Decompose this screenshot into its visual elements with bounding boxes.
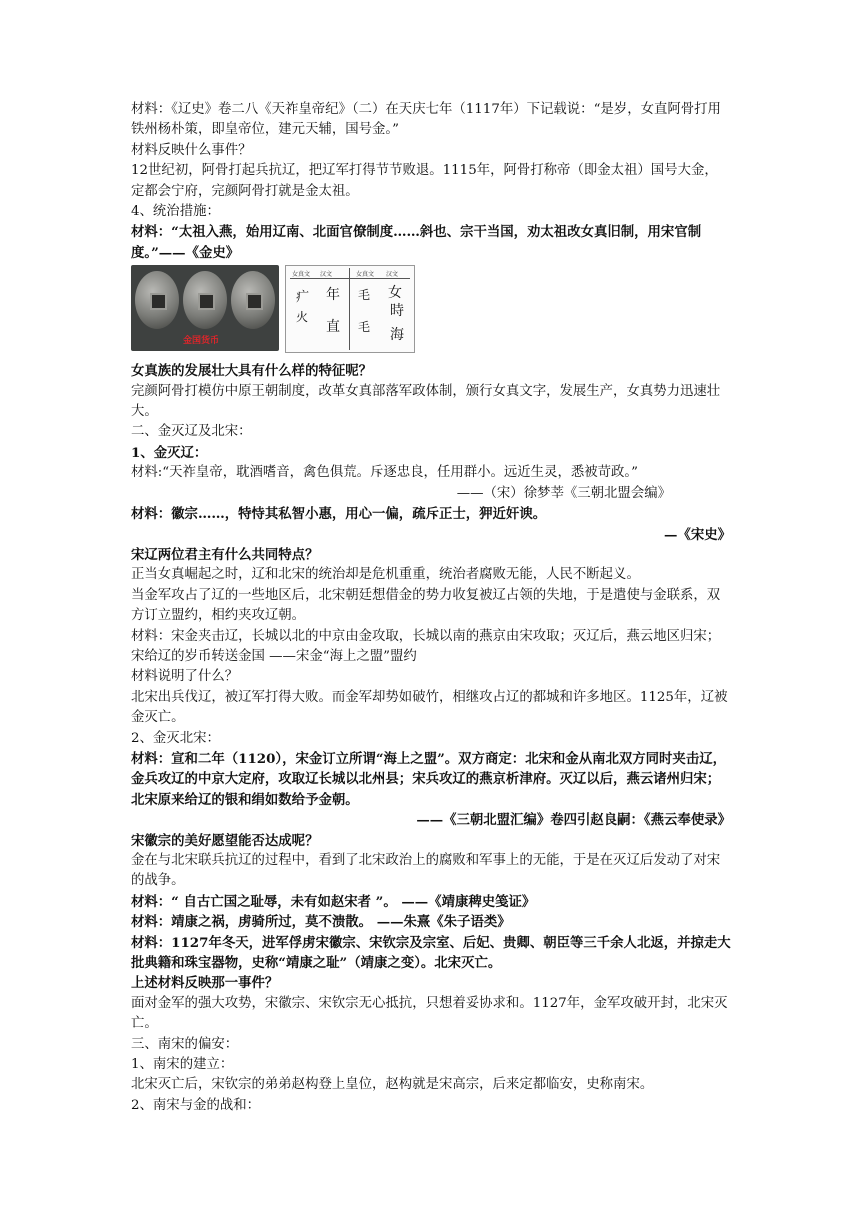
paragraph: 材料反映什么事件？: [131, 142, 252, 158]
script-glyph: 直: [326, 319, 340, 336]
paragraph: 宋徽宗的美好愿望能否达成呢？: [131, 832, 319, 849]
script-header: 女真文: [356, 271, 375, 279]
coin-icon: [135, 271, 179, 329]
paragraph: 材料:“天祚皇帝，耽酒嗜音，禽色俱荒。斥逐忠良，任用群小。远近生灵，悉被苛政。”: [131, 465, 638, 481]
script-glyph: 年: [326, 287, 340, 304]
paragraph: ——（宋）徐梦莘《三朝北盟会编》: [456, 485, 671, 501]
script-header: 汉文: [386, 271, 399, 279]
paragraph: 材料：宋金夹击辽，长城以北的中京由金攻取，长城以南的燕京由宋攻取；灭辽后，燕云地区归宋；宋给辽的岁币转送金国 ——宋金“海上之盟”盟约: [131, 628, 721, 664]
paragraph: 完颜阿骨打模仿中原王朝制度，改革女真部落军政体制，颁行女真文字，发展生产，女真势力迅速壮大。: [131, 383, 721, 420]
paragraph: 金在与北宋联兵抗辽的过程中，看到了北宋政治上的腐败和军事上的无能，于是在灭辽后发动了对宋的战争。: [131, 853, 721, 889]
script-glyph: 海: [390, 327, 404, 344]
jurchen-glyph-icon: ⽑: [358, 288, 371, 303]
paragraph: 材料：1127年冬天，进军俘虏宋徽宗、宋钦宗及宗室、后妃、贵卿、朝臣等三千余人北返，并掠走大批典籍和珠宝器物，史称“靖康之耻”（靖康之变）。北宋灭亡。: [131, 934, 731, 972]
paragraph: —《宋史》: [664, 526, 731, 543]
paragraph: ——《三朝北盟汇编》卷四引赵良嗣：《燕云奉使录》: [416, 812, 731, 829]
coin-icon: [231, 271, 275, 329]
paragraph: 材料：靖康之祸，虏骑所过，莫不溃散。 ——朱熹《朱子语类》: [131, 914, 511, 931]
paragraph: 1、金灭辽：: [131, 444, 208, 461]
text-block-top: [131, 100, 731, 263]
paragraph: 宋辽两位君主有什么共同特点？: [131, 546, 319, 563]
paragraph: 女真族的发展壮大具有什么样的特征呢？: [131, 363, 373, 380]
jurchen-glyph-icon: ⽧: [296, 290, 310, 306]
script-glyph: 時: [390, 303, 404, 320]
paragraph: 4、统治措施：: [131, 204, 220, 220]
paragraph: 上述材料反映那一事件？: [131, 975, 279, 992]
paragraph: 2、南宋与金的战和：: [131, 1097, 261, 1113]
paragraph: 材料：徽宗……，特恃其私智小惠，用心一偏，疏斥正士，狎近奸谀。: [131, 506, 547, 523]
coin-image: [131, 265, 279, 351]
text-block-main: [131, 361, 731, 1116]
paragraph: 二、金灭辽及北宋：: [131, 424, 252, 440]
paragraph: 三、南宋的偏安：: [131, 1036, 239, 1052]
paragraph: 材料：“ 自古亡国之耻辱，未有如赵宋者 ”。 ——《靖康稗史笺证》: [131, 893, 536, 910]
coin-caption: 金国货币: [183, 336, 220, 347]
jurchen-glyph-icon: ⽕: [296, 310, 309, 325]
paragraph: 材料说明了什么？: [131, 669, 239, 685]
script-header: 汉文: [320, 271, 333, 279]
coin-icon: [183, 271, 227, 329]
paragraph: 面对金军的强大攻势，宋徽宗、宋钦宗无心抵抗，只想着妥协求和。1127年，金军攻破开封，北宋灭亡。: [131, 995, 728, 1032]
paragraph: 北宋灭亡后，宋钦宗的弟弟赵构登上皇位，赵构就是宋高宗，后来定都临安，史称南宋。: [131, 1077, 654, 1093]
document-page: [131, 100, 731, 1116]
script-header: 女真文: [292, 271, 311, 279]
paragraph: 12世纪初，阿骨打起兵抗辽，把辽军打得节节败退。1115年，阿骨打称帝（即金太祖）国号大金，定都会宁府，完颜阿骨打就是金太祖。: [131, 163, 718, 199]
script-glyph: 女: [388, 285, 402, 302]
jurchen-glyph-icon: ⽑: [358, 320, 371, 335]
paragraph: 当金军攻占了辽的一些地区后，北宋朝廷想借金的势力收复被辽占领的失地，于是遣使与金联系，双方订立盟约，相约夹攻辽朝。: [131, 587, 721, 624]
paragraph: 材料：《辽史》卷二八《天祚皇帝纪》（二）在天庆七年（1117年）下记载说：“是岁，女直阿骨打用铁州杨朴策，即皇帝位，建元天辅，国号金。”: [131, 102, 721, 138]
paragraph: 材料：“太祖入燕，始用辽南、北面官僚制度……斜也、宗干当国，劝太祖改女真旧制，用宋官制度。”——《金史》: [131, 224, 702, 261]
figure-row: [131, 265, 731, 359]
jurchen-script-image: [285, 265, 415, 353]
paragraph: 2、金灭北宋：: [131, 730, 220, 746]
paragraph: 材料：宣和二年（1120），宋金订立所谓“海上之盟”。双方商定：北宋和金从南北双方同时夹击辽，金兵攻辽的中京大定府，攻取辽长城以北州县；宋兵攻辽的燕京析津府。灭辽以后，燕云诸州归宋；北宋原来给辽的银和绢如数给予金朝。: [131, 750, 726, 808]
paragraph: 正当女真崛起之时，辽和北宋的统治却是危机重重，统治者腐败无能，人民不断起义。: [131, 567, 640, 583]
paragraph: 1、南宋的建立：: [131, 1057, 234, 1073]
paragraph: 北宋出兵伐辽，被辽军打得大败。而金军却势如破竹，相继攻占辽的都城和许多地区。1125年，辽被金灭亡。: [131, 689, 728, 726]
